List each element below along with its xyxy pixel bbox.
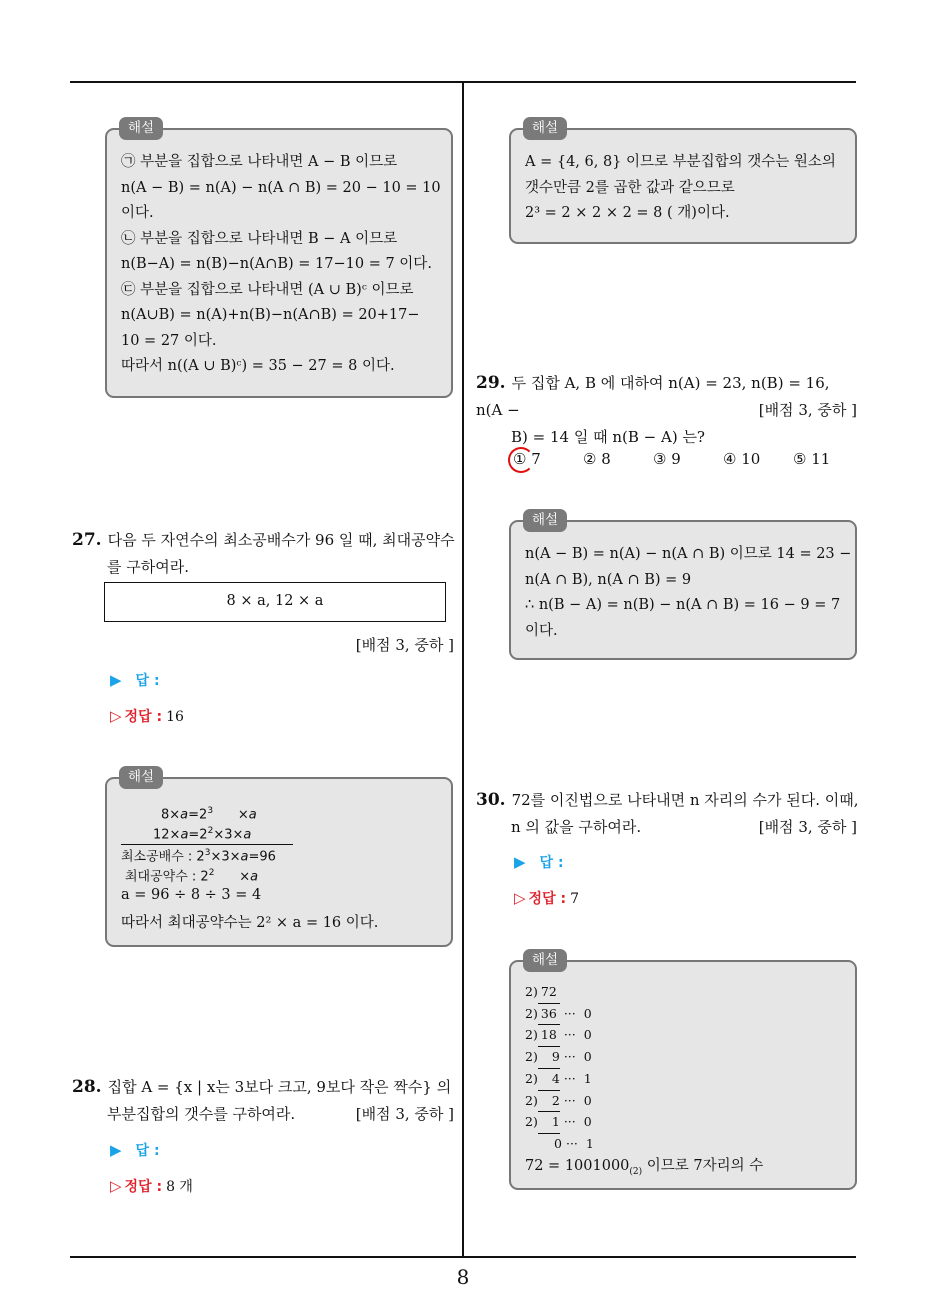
solution-tag: 해설 <box>523 117 567 140</box>
lcm-row: 최소공배수 : $2^3\times 3\times a=96$ <box>121 847 276 864</box>
solution-tag: 해설 <box>119 766 163 789</box>
solution-line: n(A∪B) = n(A)+n(B)−n(A∩B) = 20+17− <box>121 307 420 323</box>
solution-line: n(A − B) = n(A) − n(A ∩ B) = 20 − 10 = 10 <box>121 179 441 196</box>
choice-1[interactable]: ① 7 <box>513 450 541 468</box>
lcm-row: 최대공약수 : $2^2$ ×a <box>125 867 259 885</box>
score-label: [배점 3, 중하 ] <box>355 1105 454 1123</box>
question-text: 72를 이진법으로 나타내면 n 자리의 수가 된다. 이때, <box>511 791 859 809</box>
solution-line: n(A ∩ B), n(A ∩ B) = 9 <box>525 571 692 588</box>
solution-line: ㉢ 부분을 집합으로 나타내면 (A ∪ B)ᶜ 이므로 <box>121 281 414 298</box>
division-row: 2) 36 ··· 0 <box>525 1004 841 1026</box>
solution-tag: 해설 <box>119 117 163 140</box>
solution-line: 10 = 27 이다. <box>121 332 217 349</box>
solution-line: 따라서 n((A ∪ B)ᶜ) = 35 − 27 = 8 이다. <box>121 358 395 374</box>
solution-line: 2³ = 2 × 2 × 2 = 8 ( 개)이다. <box>525 205 730 221</box>
division-row: 2) 1 ··· 0 <box>525 1112 841 1134</box>
solution-line: ㉡ 부분을 집합으로 나타내면 B − A 이므로 <box>121 230 398 247</box>
lcm-row: $8\times a=2^3$ ×a <box>161 806 257 823</box>
correct-value: 16 <box>166 709 184 725</box>
expression-box: 8 × a, 12 × a <box>104 582 446 622</box>
question-27 <box>72 527 456 581</box>
answer-label: 답 : <box>135 1143 160 1159</box>
correct-label: 정답 : <box>124 709 163 725</box>
solution-line: A = {4, 6, 8} 이므로 부분집합의 갯수는 원소의 <box>525 154 836 170</box>
choice-5[interactable]: ⑤ 11 <box>793 450 831 468</box>
choice-list <box>513 450 863 468</box>
solution-line: 이다. <box>525 622 558 639</box>
solution-tag: 해설 <box>523 949 567 972</box>
question-number: 30. <box>476 790 506 810</box>
choice-2[interactable]: ② 8 <box>583 450 611 468</box>
choice-4[interactable]: ④ 10 <box>723 450 761 468</box>
column-divider <box>462 81 464 1257</box>
division-row: 2) 4 ··· 1 <box>525 1069 841 1091</box>
correct-value: 7 <box>570 891 579 907</box>
answer-field[interactable] <box>110 670 160 690</box>
correct-answer <box>514 888 579 908</box>
play-triangle-icon: ▶ <box>110 671 122 689</box>
solution-box-26 <box>105 120 453 398</box>
question-number: 28. <box>72 1077 102 1097</box>
question-text: 를 구하여라. <box>107 558 189 576</box>
answer-label: 답 : <box>135 673 160 689</box>
solution-box-28 <box>509 120 857 244</box>
division-row: 2) 9 ··· 0 <box>525 1047 841 1069</box>
question-text: 집합 A = {x | x는 3보다 크고, 9보다 작은 짝수} 의 <box>107 1078 452 1096</box>
lcm-row: $12\times a=2^2\times 3\times a$ <box>121 823 293 844</box>
correct-value: 8 개 <box>166 1179 193 1195</box>
solution-conclusion: 따라서 최대공약수는 2² × a = 16 이다. <box>121 915 379 932</box>
division-row: 0 ··· 1 <box>554 1135 594 1151</box>
question-text: n 의 값을 구하여라. <box>511 818 642 836</box>
question-text: B) = 14 일 때 n(B − A) 는? <box>511 428 705 446</box>
correct-answer <box>110 1176 193 1196</box>
outline-triangle-icon: ▷ <box>110 1177 122 1195</box>
solution-box-27 <box>105 769 453 947</box>
solution-line: ∴ n(B − A) = n(B) − n(A ∩ B) = 16 − 9 = 7 <box>525 597 841 613</box>
question-number: 29. <box>476 373 506 393</box>
outline-triangle-icon: ▷ <box>110 707 122 725</box>
question-text: 부분집합의 갯수를 구하여라. <box>107 1105 296 1123</box>
score-label: [배점 3, 중하 ] <box>758 818 857 836</box>
correct-label: 정답 : <box>528 891 567 907</box>
score-label: [배점 3, 중하 ] <box>758 401 857 419</box>
solution-line: 갯수만큼 2를 곱한 값과 같으므로 <box>525 179 735 196</box>
question-number: 27. <box>72 530 102 550</box>
correct-label: 정답 : <box>124 1179 163 1195</box>
solution-conclusion: $72 = 1001000_{(2)}$ 이므로 7자리의 수 <box>525 1157 764 1177</box>
answer-field[interactable] <box>514 852 564 872</box>
division-row: 2) 2 ··· 0 <box>525 1091 841 1113</box>
answer-field[interactable] <box>110 1140 160 1160</box>
question-text: 두 집합 A, B 에 대하여 n(A) = 23, n(B) = 16, n(A − <box>476 374 830 419</box>
choice-3[interactable]: ③ 9 <box>653 450 681 468</box>
answer-label: 답 : <box>539 855 564 871</box>
page-number: 8 <box>456 1265 470 1289</box>
correct-answer <box>110 706 184 726</box>
division-row: 2) 18 ··· 0 <box>525 1025 841 1047</box>
play-triangle-icon: ▶ <box>110 1141 122 1159</box>
question-text: 다음 두 자연수의 최소공배수가 96 일 때, 최대공약수 <box>107 531 455 549</box>
solution-line: n(B−A) = n(B)−n(A∩B) = 17−10 = 7 이다. <box>121 256 432 272</box>
score-label: [배점 3, 중하 ] <box>355 636 454 654</box>
solution-tag: 해설 <box>523 509 567 532</box>
solution-line: ㉠ 부분을 집합으로 나타내면 A − B 이므로 <box>121 154 398 170</box>
division-row: 2) 72 <box>525 982 841 1004</box>
play-triangle-icon: ▶ <box>514 853 526 871</box>
lcm-table <box>121 803 437 885</box>
solution-line: a = 96 ÷ 8 ÷ 3 = 4 <box>121 887 262 904</box>
solution-line: n(A − B) = n(A) − n(A ∩ B) 이므로 14 = 23 − <box>525 546 852 562</box>
binary-division-table <box>525 982 841 1155</box>
outline-triangle-icon: ▷ <box>514 889 526 907</box>
solution-box-30 <box>509 952 857 1190</box>
solution-box-29 <box>509 512 857 660</box>
solution-line: 이다. <box>121 205 154 221</box>
answer-mark-circle <box>508 447 534 473</box>
